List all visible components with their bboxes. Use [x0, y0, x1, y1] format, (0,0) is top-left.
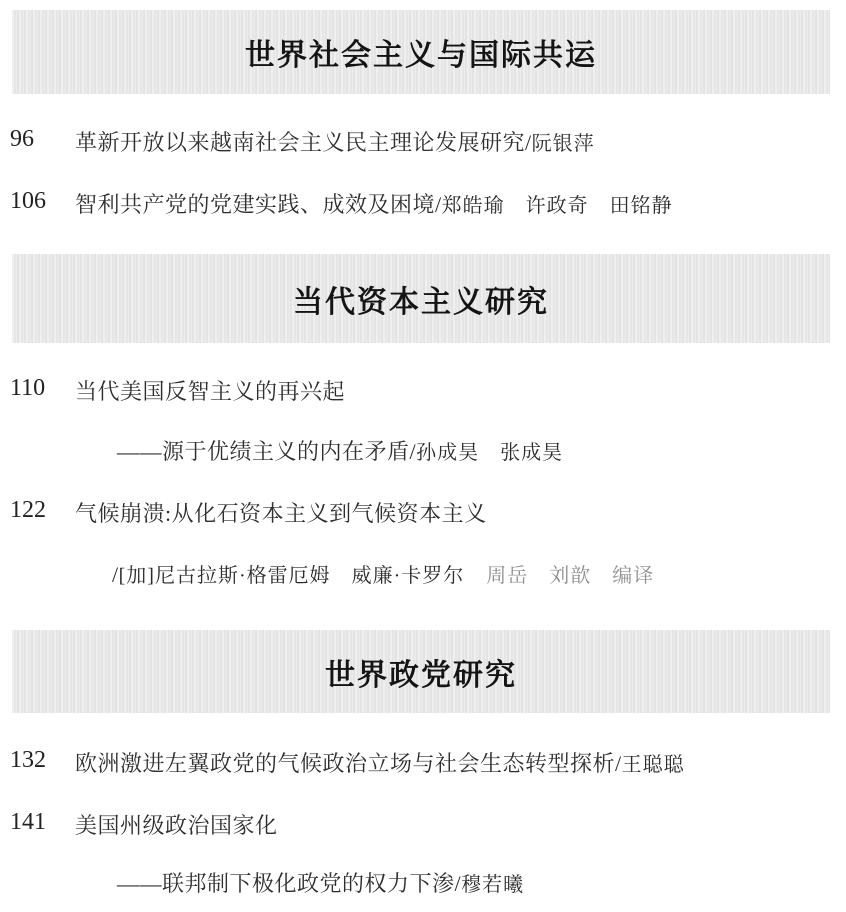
- entry-byline: [112, 559, 846, 589]
- entry-authors: 穆若曦: [461, 874, 525, 896]
- section-banner-world-socialism: [12, 10, 830, 94]
- entry-authors: 孙成昊 张成昊: [416, 442, 564, 464]
- entry-title: [75, 188, 673, 219]
- entry-title-text: 美国州级政治国家化: [75, 813, 278, 838]
- toc-entry: [0, 188, 846, 218]
- entry-translators: 周岳 刘歆 编译: [486, 565, 655, 587]
- entry-title: [75, 747, 685, 778]
- section-banner-title: 世界社会主义与国际共运: [245, 38, 597, 73]
- entry-subtitle-text: ——源于优绩主义的内在矛盾: [117, 439, 410, 464]
- section-banner-world-parties: [12, 630, 830, 713]
- page-number: 110: [10, 375, 46, 401]
- section-banner-title: 当代资本主义研究: [293, 284, 549, 320]
- section-banner-contemporary-capitalism: [12, 254, 830, 343]
- entry-title-text: 气候崩溃:从化石资本主义到气候资本主义: [75, 501, 487, 526]
- entry-title-text: 欧洲激进左翼政党的气候政治立场与社会生态转型探析: [75, 751, 616, 776]
- page-number: 96: [10, 126, 34, 152]
- entry-authors: 尼古拉斯·格雷厄姆 威廉·卡罗尔: [154, 565, 465, 587]
- page-number: 106: [10, 188, 46, 214]
- entry-title-text: 智利共产党的党建实践、成效及困境: [75, 192, 436, 217]
- author-separator: /: [615, 751, 622, 776]
- author-separator: /: [435, 192, 442, 217]
- toc-entry: [0, 747, 846, 777]
- entry-authors: 阮银萍: [531, 133, 595, 155]
- entry-authors: 王聪聪: [621, 754, 685, 776]
- author-separator: /: [409, 439, 417, 464]
- entry-subtitle-text: ——联邦制下极化政党的权力下渗: [117, 871, 455, 896]
- entry-title-text: 革新开放以来越南社会主义民主理论发展研究: [75, 130, 526, 155]
- entry-title: [75, 809, 278, 840]
- toc-entry: [0, 809, 846, 839]
- toc-entry: [0, 497, 846, 527]
- entry-title: [75, 375, 345, 406]
- page-number: 122: [10, 497, 46, 523]
- author-origin: [加]: [118, 565, 155, 587]
- entry-subtitle: [117, 435, 846, 465]
- entry-authors: 郑皓瑜 许政奇 田铭静: [441, 195, 673, 217]
- page-number: 141: [10, 809, 46, 835]
- page-number: 132: [10, 747, 46, 773]
- section-banner-title: 世界政党研究: [325, 657, 517, 693]
- author-separator: /: [112, 562, 119, 587]
- entry-title-text: 当代美国反智主义的再兴起: [75, 379, 346, 404]
- author-separator: /: [525, 130, 532, 155]
- entry-title: [75, 126, 595, 157]
- toc-entry: [0, 375, 846, 405]
- toc-entry: [0, 126, 846, 156]
- entry-subtitle: [117, 867, 846, 897]
- entry-title: [75, 497, 487, 528]
- author-separator: /: [454, 871, 462, 896]
